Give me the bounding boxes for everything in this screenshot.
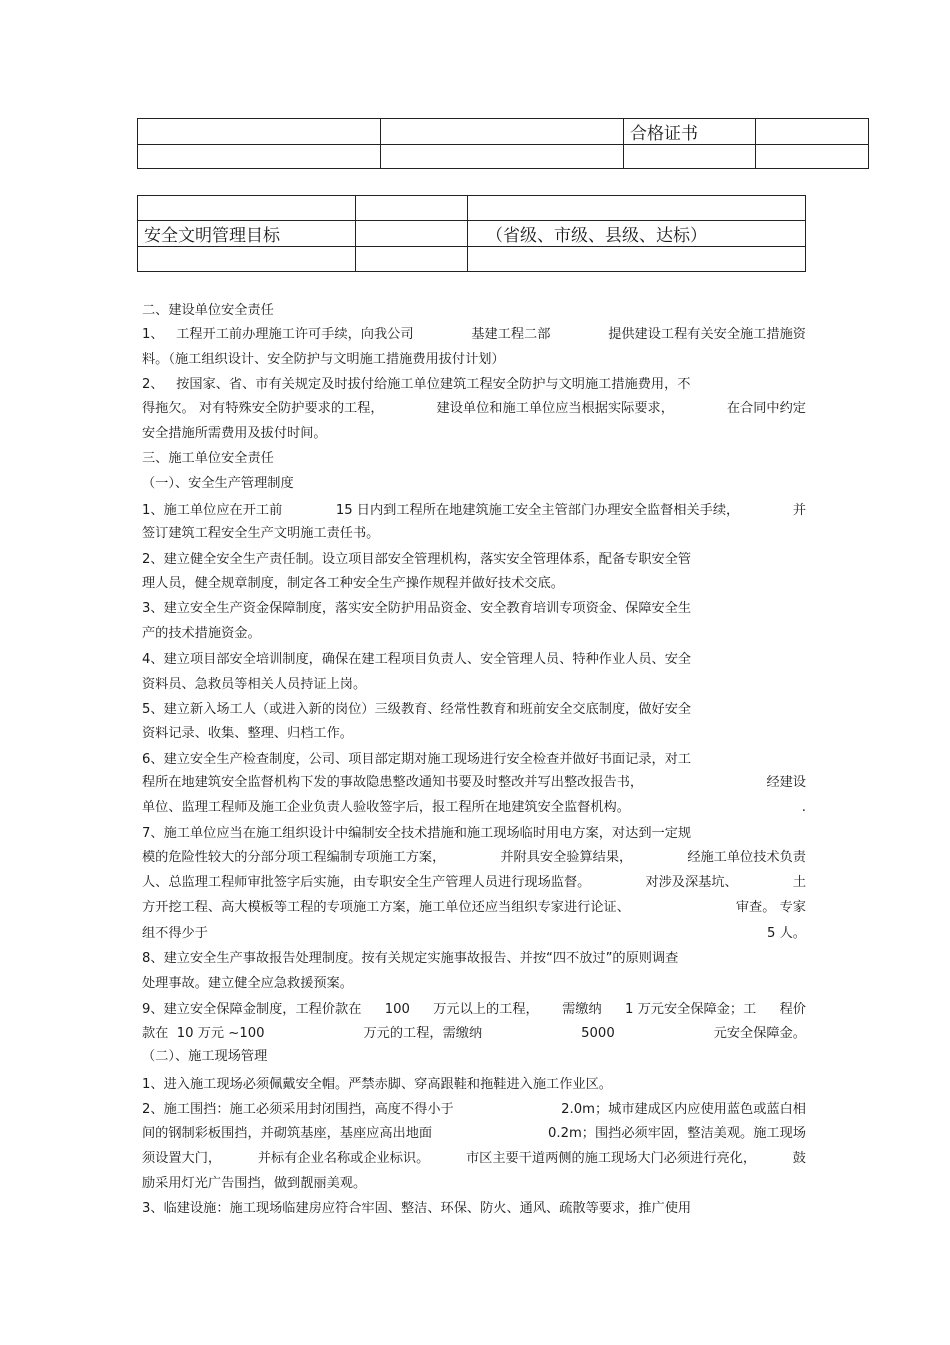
text-segment: 鼓 (792, 1151, 806, 1166)
text-segment: 并标有企业名称或企业标识。 (257, 1151, 430, 1166)
text-segment: 单位、监理工程师及施工企业负责人验收签字后，报工程所在地建筑安全监督机构。 (142, 800, 630, 815)
text-line (142, 1025, 806, 1042)
text-segment: 市区主要干道两侧的施工现场大门必须进行亮化， (465, 1151, 757, 1166)
table-cell (138, 247, 356, 272)
text-line (142, 825, 806, 842)
table-cell (381, 145, 624, 169)
text-line (142, 725, 806, 742)
management-goal-table (137, 195, 806, 272)
text-line (142, 551, 806, 568)
text-segment: 2、施工围挡：施工必须采用封闭围挡，高度不得小于 (142, 1102, 454, 1117)
text-line (142, 874, 806, 891)
text-line (142, 925, 806, 942)
text-segment: （一）、安全生产管理制度 (142, 476, 294, 491)
text-segment: 签订建筑工程安全生产文明施工责任书。 (142, 526, 380, 541)
text-segment: 1、 工程开工前办理施工许可手续，向我公司 (142, 327, 414, 342)
text-segment: （二）、施工现场管理 (142, 1049, 268, 1064)
text-line (142, 1048, 806, 1065)
text-line (142, 975, 806, 992)
text-segment: 理人员，健全规章制度，制定各工种安全生产操作规程并做好技术交底。 (142, 576, 564, 591)
text-segment: 土 (792, 875, 806, 890)
text-segment: 2、 按国家、省、市有关规定及时拔付给施工单位建筑工程安全防护与文明施工措施费用，不 (142, 377, 691, 392)
text-line (142, 751, 806, 768)
text-line (142, 676, 806, 693)
text-line (142, 450, 806, 467)
text-segment: 1 万元安全保障金；工 (625, 1002, 757, 1017)
text-segment: 提供建设工程有关安全施工措施资 (608, 327, 806, 342)
text-line (142, 1175, 806, 1192)
table-row (138, 221, 806, 247)
text-line (142, 326, 806, 343)
text-line (142, 701, 806, 718)
text-segment: 100 (384, 1002, 410, 1017)
text-line (142, 475, 806, 492)
text-segment: 15 日内到工程所在地建筑施工安全主管部门办理安全监督相关手续， (335, 503, 740, 518)
table-cell (138, 196, 356, 221)
text-segment: 程价 (779, 1002, 806, 1017)
table-row (138, 119, 869, 145)
text-segment: 基建工程二部 (471, 327, 551, 342)
text-segment: 0.2m；围挡必须牢固，整洁美观。施工现场 (547, 1126, 806, 1141)
text-segment: 6、建立安全生产检查制度，公司、项目部定期对施工现场进行安全检查并做好书面记录，对工 (142, 752, 692, 767)
text-segment: 处理事故。建立健全应急救援预案。 (142, 976, 353, 991)
text-segment: 2、建立健全安全生产责任制。设立项目部安全管理机构，落实安全管理体系，配备专职安全管 (142, 552, 692, 567)
text-line (142, 302, 806, 319)
table-cell (468, 196, 806, 221)
text-segment: 并 (792, 503, 806, 518)
text-line (142, 774, 806, 791)
table-cell (624, 145, 756, 169)
text-segment: 间的钢制彩板围挡，并砌筑基座，基座应高出地面 (142, 1126, 433, 1141)
text-segment: 8、建立安全生产事故报告处理制度。按有关规定实施事故报告、并按“四不放过”的原则调查 (142, 951, 679, 966)
text-segment: 对涉及深基坑、 (645, 875, 738, 890)
table-cell (356, 247, 468, 272)
text-line (142, 600, 806, 617)
text-segment: 3、临建设施：施工现场临建房应符合牢固、整洁、环保、防火、通风、疏散等要求，推广使用 (142, 1201, 692, 1216)
text-line (142, 950, 806, 967)
table-row (138, 247, 806, 272)
table-cell (138, 145, 381, 169)
text-segment: 万元的工程，需缴纳 (363, 1026, 483, 1041)
text-line (142, 1125, 806, 1142)
text-segment: . (801, 800, 806, 815)
text-segment: 须设置大门， (142, 1151, 222, 1166)
text-line (142, 799, 806, 816)
table-cell (468, 247, 806, 272)
text-segment: 建设单位和施工单位应当根据实际要求， (436, 401, 674, 416)
text-line (142, 400, 806, 417)
text-line (142, 376, 806, 393)
text-segment: 审查。 专家 (735, 900, 806, 915)
text-line (142, 1001, 806, 1018)
text-line (142, 525, 806, 542)
text-segment: 3、建立安全生产资金保障制度，落实安全防护用品资金、安全教育培训专项资金、保障安全生 (142, 601, 692, 616)
text-segment: 资料记录、收集、整理、归档工作。 (142, 726, 353, 741)
text-segment: 二、建设单位安全责任 (142, 303, 274, 318)
text-line (142, 1076, 806, 1093)
text-segment: 4、建立项目部安全培训制度，确保在建工程项目负责人、安全管理人员、特种作业人员、安全 (142, 652, 692, 667)
table-cell: 合格证书 (624, 119, 756, 145)
text-segment: 9、建立安全保障金制度，工程价款在 (142, 1002, 362, 1017)
text-segment: 款在 10 万元 ~100 (142, 1026, 265, 1041)
text-line (142, 1101, 806, 1118)
text-segment: 万元以上的工程， (433, 1002, 539, 1017)
table-cell (356, 196, 468, 221)
text-segment: 1、施工单位应在开工前 (142, 503, 283, 518)
text-segment: 程所在地建筑安全监督机构下发的事故隐患整改通知书要及时整改并写出整改报告书， (142, 775, 644, 790)
table-row (138, 196, 806, 221)
text-segment: 经施工单位技术负责 (687, 850, 806, 865)
text-segment: 7、施工单位应当在施工组织设计中编制安全技术措施和施工现场临时用电方案，对达到一定规 (142, 826, 692, 841)
text-line (142, 502, 806, 519)
text-segment: 需缴纳 (562, 1002, 602, 1017)
text-segment: 在合同中约定 (726, 401, 806, 416)
table-cell (756, 119, 869, 145)
text-line (142, 899, 806, 916)
table-row (138, 145, 869, 169)
text-line (142, 1200, 806, 1217)
text-line (142, 1150, 806, 1167)
table-cell (756, 145, 869, 169)
text-segment: 元安全保障金。 (713, 1026, 806, 1041)
text-line (142, 651, 806, 668)
text-line (142, 575, 806, 592)
text-segment: 并附具安全验算结果， (500, 850, 633, 865)
text-line (142, 351, 806, 368)
text-segment: 经建设 (766, 775, 806, 790)
text-segment: 1、进入施工现场必须佩戴安全帽。严禁赤脚、穿高跟鞋和拖鞋进入施工作业区。 (142, 1077, 612, 1092)
text-segment: 人、总监理工程师审批签字后实施，由专职安全生产管理人员进行现场监督。 (142, 875, 591, 890)
text-segment: 5000 (581, 1026, 615, 1041)
text-segment: 2.0m；城市建成区内应使用蓝色或蓝白相 (561, 1102, 806, 1117)
table-cell: 安全文明管理目标 (138, 221, 356, 247)
text-segment: 料。（施工组织设计、安全防护与文明施工措施费用拔付计划） (142, 352, 505, 367)
text-segment: 模的危险性较大的分部分项工程编制专项施工方案， (142, 850, 446, 865)
text-line (142, 849, 806, 866)
text-segment: 三、施工单位安全责任 (142, 451, 274, 466)
table-cell: （省级、市级、县级、达标） (468, 221, 806, 247)
certificate-table (137, 118, 869, 169)
text-line (142, 625, 806, 642)
table-cell (381, 119, 624, 145)
text-segment: 得拖欠。 对有特殊安全防护要求的工程， (142, 401, 384, 416)
text-segment: 组不得少于 (142, 926, 208, 941)
text-segment: 资料员、急救员等相关人员持证上岗。 (142, 677, 367, 692)
text-segment: 方开挖工程、高大模板等工程的专项施工方案，施工单位还应当组织专家进行论证、 (142, 900, 630, 915)
text-line (142, 425, 806, 442)
text-segment: 5、建立新入场工人（或进入新的岗位）三级教育、经常性教育和班前安全交底制度，做好安全 (142, 702, 692, 717)
text-segment: 励采用灯光广告围挡，做到靓丽美观。 (142, 1176, 367, 1191)
table-cell (138, 119, 381, 145)
text-segment: 安全措施所需费用及拔付时间。 (142, 426, 327, 441)
table-cell (356, 221, 468, 247)
text-segment: 5 人。 (767, 926, 806, 941)
text-segment: 产的技术措施资金。 (142, 626, 261, 641)
